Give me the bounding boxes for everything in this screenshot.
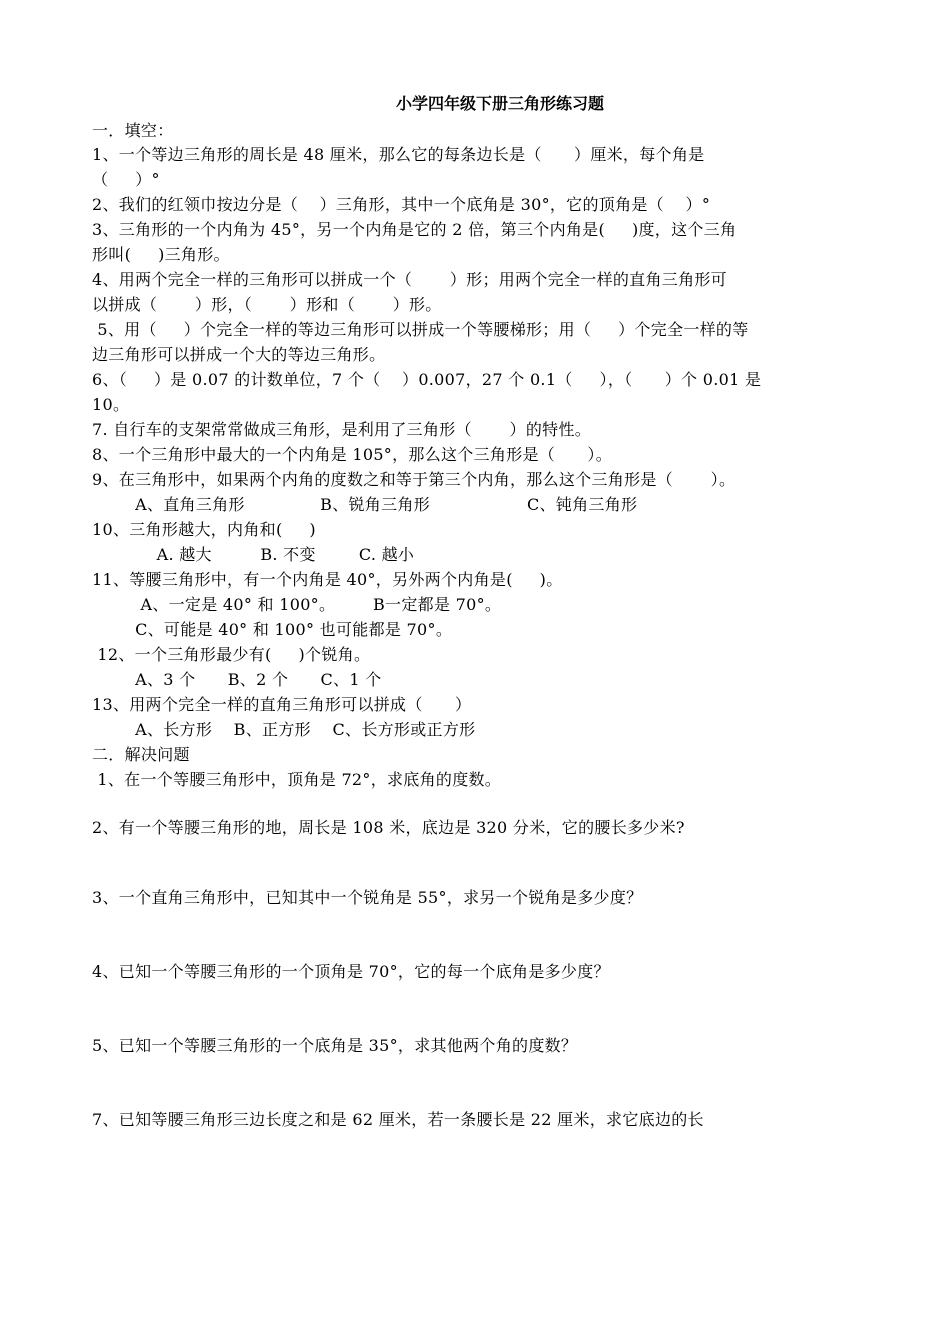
problem-line: 4、已知一个等腰三角形的一个顶角是 70°，它的每一个底角是多少度？ (92, 962, 610, 981)
question-line: （ ）° (92, 170, 160, 189)
question-line: 1、一个等边三角形的周长是 48 厘米，那么它的每条边长是（ ）厘米，每个角是 (92, 145, 705, 164)
choice-line: A、长方形 B、正方形 C、长方形或正方形 (92, 720, 476, 739)
page-title: 小学四年级下册三角形练习题 (395, 94, 604, 113)
question-line: 13、用两个完全一样的直角三角形可以拼成（ ） (92, 695, 472, 714)
choice-line: A、一定是 40° 和 100°。 B一定都是 70°。 (92, 595, 502, 614)
question-line: 11、等腰三角形中，有一个内角是 40°，另外两个内角是( )。 (92, 570, 563, 589)
question-line: 2、我们的红领巾按边分是（ ）三角形，其中一个底角是 30°，它的顶角是（ ）° (92, 195, 711, 214)
question-line: 4、用两个完全一样的三角形可以拼成一个（ ）形；用两个完全一样的直角三角形可 (92, 270, 727, 289)
choice-line: A. 越大 B. 不变 C. 越小 (92, 545, 415, 564)
question-line: 5、用（ ）个完全一样的等边三角形可以拼成一个等腰梯形；用（ ）个完全一样的等 (92, 320, 749, 339)
section-heading-problems: 二．解决问题 (92, 745, 190, 764)
problem-line: 2、有一个等腰三角形的地，周长是 108 米，底边是 320 分米，它的腰长多少米? (92, 818, 685, 837)
question-line: 以拼成（ ）形，（ ）形和（ ）形。 (92, 295, 442, 314)
problem-line: 1、在一个等腰三角形中，顶角是 72°，求底角的度数。 (92, 770, 502, 789)
problem-line: 7、已知等腰三角形三边长度之和是 62 厘米，若一条腰长是 22 厘米，求它底边的长 (92, 1110, 704, 1129)
problem-line: 5、已知一个等腰三角形的一个底角是 35°，求其他两个角的度数？ (92, 1036, 578, 1055)
question-line: 10。 (92, 395, 130, 414)
choice-line: A、3 个 B、2 个 C、1 个 (92, 670, 382, 689)
choice-line: C、可能是 40° 和 100° 也可能都是 70°。 (92, 620, 453, 639)
question-line: 9、在三角形中，如果两个内角的度数之和等于第三个内角，那么这个三角形是（ ）。 (92, 470, 736, 489)
question-line: 7. 自行车的支架常常做成三角形，是利用了三角形（ ）的特性。 (92, 420, 592, 439)
question-line: 6、（ ）是 0.07 的计数单位，7 个（ ）0.007，27 个 0.1（ ），（ ）个 0.01 是 (92, 370, 762, 389)
choice-line: A、直角三角形 B、锐角三角形 C、钝角三角形 (92, 495, 638, 514)
question-line: 边三角形可以拼成一个大的等边三角形。 (92, 345, 386, 364)
question-line: 8、一个三角形中最大的一个内角是 105°，那么这个三角形是（ ）。 (92, 445, 613, 464)
section-heading-fill-blank: 一．填空： (92, 121, 174, 140)
problem-line: 3、一个直角三角形中，已知其中一个锐角是 55°，求另一个锐角是多少度？ (92, 888, 643, 907)
question-line: 10、三角形越大，内角和( ) (92, 520, 316, 539)
question-line: 3、三角形的一个内角为 45°，另一个内角是它的 2 倍，第三个内角是( )度，这个三角 (92, 220, 737, 239)
question-line: 形叫( )三角形。 (92, 245, 230, 264)
question-line: 12、一个三角形最少有( )个锐角。 (92, 645, 371, 664)
